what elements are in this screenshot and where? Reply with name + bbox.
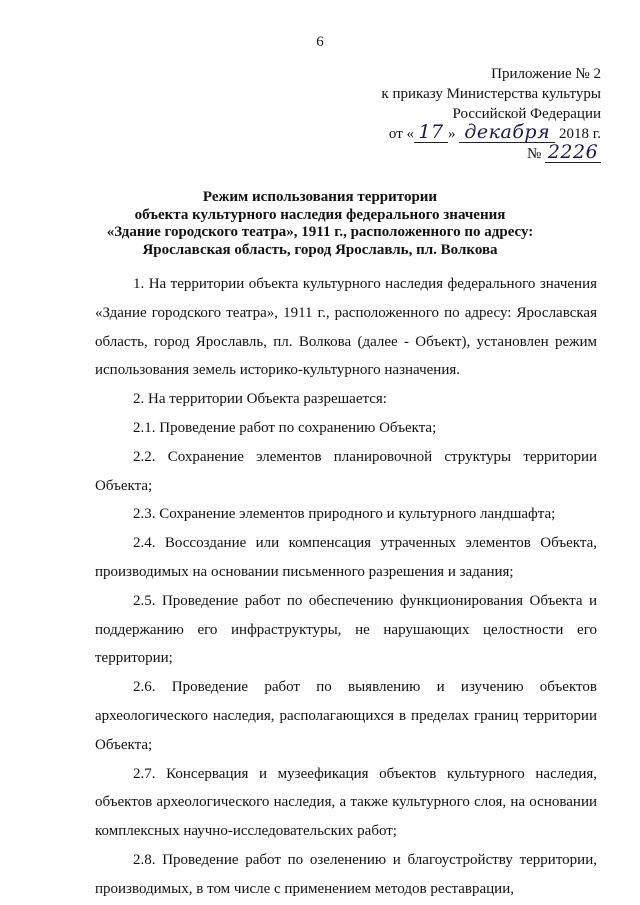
paragraph-2-3: 2.3. Сохранение элементов природного и культурного ландшафта;: [133, 506, 556, 523]
title-line-3: «Здание городского театра», 1911 г., расположенного по адресу:: [106, 224, 534, 240]
paragraph-2-1: 2.1. Проведение работ по сохранению Объекта;: [133, 419, 437, 436]
page-number: 6: [316, 34, 324, 50]
appendix-title: Приложение № 2: [491, 66, 601, 82]
document-body: [95, 270, 597, 904]
appendix-ministry: Российской Федерации: [452, 106, 601, 122]
date-prefix: от «: [388, 126, 415, 142]
appendix-header: [381, 64, 601, 164]
number-prefix: №: [526, 146, 542, 162]
document-title: [0, 189, 640, 259]
paragraph-2-4: 2.4. Воссоздание или компенсация утраченных элементов Объекта, производимых на основании письменного разрешения и задания;: [95, 535, 597, 580]
paragraph-2-7: 2.7. Консервация и музеефикация объектов культурного наследия, объектов археологического наследия, а также культурного слоя, на основании комплексных научно-исследовательских работ;: [95, 765, 597, 840]
paragraph-2-5: 2.5. Проведение работ по обеспечению функционирования Объекта и поддержанию его инфраструктуры, не нарушающих целостности его территории;: [95, 592, 597, 667]
appendix-order-ref: к приказу Министерства культуры: [381, 86, 601, 102]
date-year: 2018 г.: [559, 126, 601, 142]
paragraph-2-6: 2.6. Проведение работ по выявлению и изучению объектов археологического наследия, располагающихся в пределах границ территории Объекта;: [95, 679, 597, 753]
paragraph-2: 2. На территории Объекта разрешается:: [133, 391, 387, 408]
date-month-handwritten: декабря: [464, 121, 551, 143]
title-line-4: Ярославская область, город Ярославль, пл. Волкова: [142, 241, 498, 258]
paragraph-2-8: 2.8. Проведение работ по озеленению и благоустройству территории, производимых, в том числе с применением методов реставрации,: [95, 851, 597, 897]
title-line-1: Режим использования территории: [202, 189, 438, 205]
date-mid: »: [448, 126, 456, 142]
order-number-handwritten: 2226: [547, 141, 599, 163]
paragraph-2-2: 2.2. Сохранение элементов планировочной структуры территории Объекта;: [95, 448, 597, 494]
title-line-2: объекта культурного наследия федерального значения: [134, 206, 506, 223]
date-day-handwritten: 17: [418, 121, 444, 143]
paragraph-1: 1. На территории объекта культурного наследия федерального значения «Здание городского театра», 1911 г., расположенного по адресу: Ярославская область, город Ярославль, пл. Волкова (далее - Объект), установлен режим использования земель историко-культурного назначения.: [95, 276, 597, 379]
appendix-number: [381, 141, 601, 164]
